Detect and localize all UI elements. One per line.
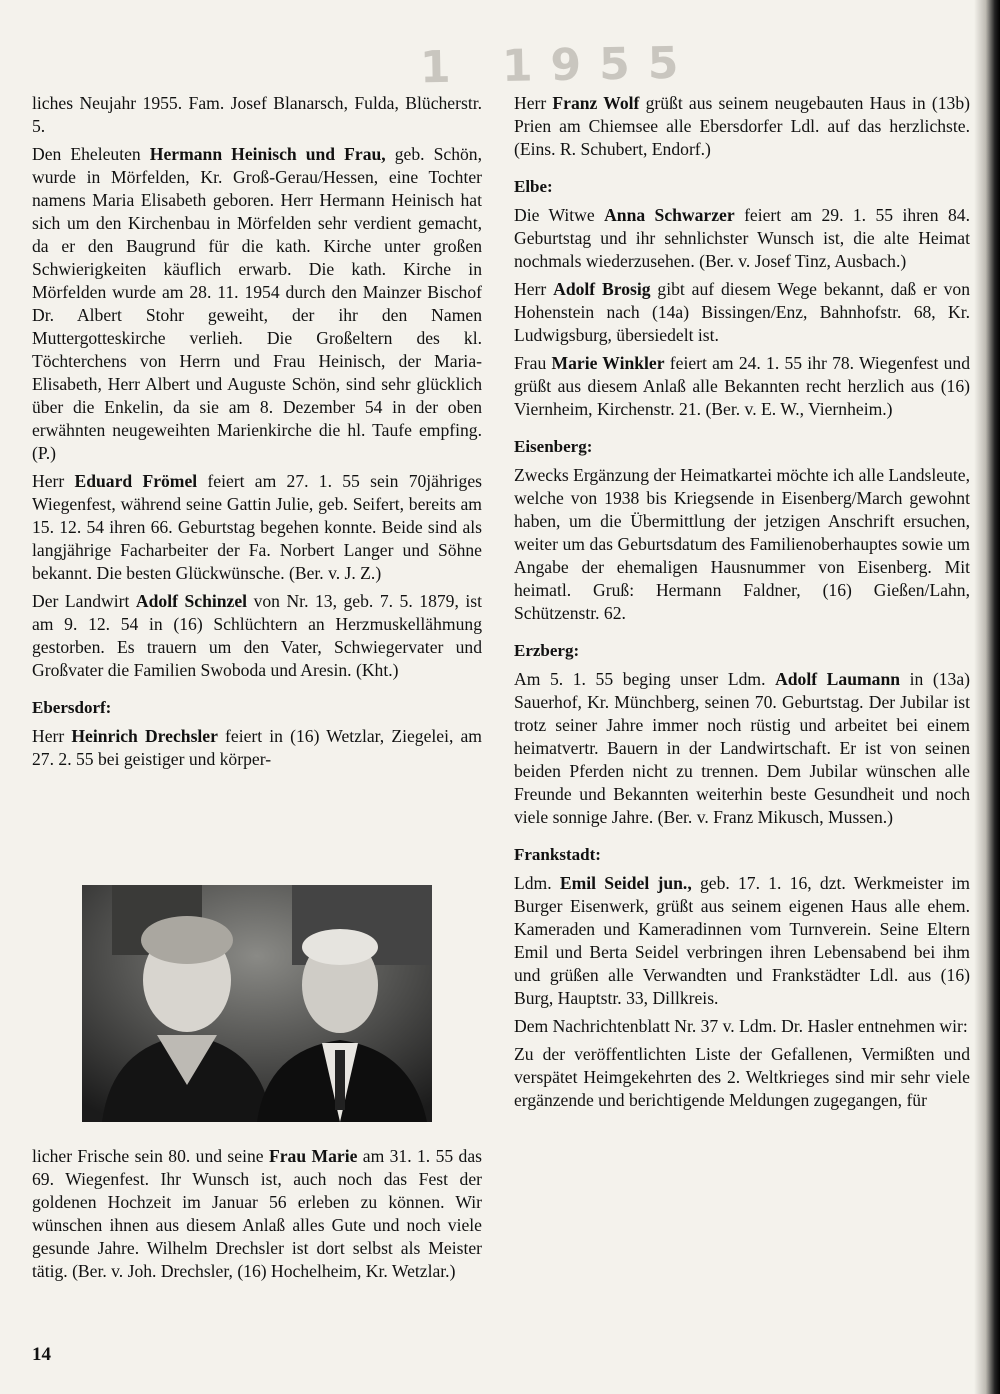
name-brosig: Adolf Brosig [553,279,651,299]
left-column [32,92,482,776]
paragraph-brosig: Herr Adolf Brosig gibt auf diesem Wege bekannt, daß er von Hohenstein nach (14a) Bissingen/Enz, Bahnhofstr. 68, Kr. Ludwigsburg, übersiedelt ist. [514,279,970,345]
name-seidel: Emil Seidel jun., [559,873,692,893]
faded-date-stamp: 1 1955 [419,37,697,94]
paragraph-laumann: Am 5. 1. 55 beging unser Ldm. Adolf Laumann in (13a) Sauerhof, Kr. Münchberg, seinen 70. Geburtstag. Der Jubilar ist trotz seiner Jahre immer noch rüstig und arbeitet bei einem heimatvertr. Bauern in der Landwirtschaft. Er ist von seinen beiden Pferden nicht zu trennen. Dem Jubilar wünschen alle Freunde und Bekannten weiterhin beste Gesundheit und noch viele sonnige Jahre. (Ber. v. Franz Mikusch, Mussen.) [514,669,970,827]
page-number: 14 [32,1344,51,1365]
paragraph-drechsler: Herr Heinrich Drechsler feiert in (16) Wetzlar, Ziegelei, am 27. 2. 55 bei geistiger und körper- [32,726,482,769]
heading-ebersdorf: Ebersdorf: [32,698,112,717]
name-laumann: Adolf Laumann [775,669,901,689]
paragraph-drechsler-continued: licher Frische sein 80. und seine Frau Marie am 31. 1. 55 das 69. Wiegenfest. Ihr Wunsch ist, auch noch das Fest der goldenen Hochzeit im Januar 56 erleben zu können. Wir wünschen ihnen aus diesem Anlaß alles Gute und noch viele gesunde Jahre. Wilhelm Drechsler ist dort selbst als Meister tätig. (Ber. v. Joh. Drechsler, (16) Hochelheim, Kr. Wetzlar.) [32,1146,482,1281]
name-froemel: Eduard Frömel [74,471,198,491]
paragraph-hasler: Dem Nachrichtenblatt Nr. 37 v. Ldm. Dr. Hasler entnehmen wir: [514,1016,968,1036]
name-wolf: Franz Wolf [552,93,640,113]
left-column-continued [32,1145,482,1288]
paragraph-blanarsch: liches Neujahr 1955. Fam. Josef Blanarsch, Fulda, Blücherstr. 5. [32,93,482,136]
paragraph-schinzel: Der Landwirt Adolf Schinzel von Nr. 13, geb. 7. 5. 1879, ist am 9. 12. 54 in (16) Schlüchtern an Herzmuskellähmung gestorben. Es trauern um den Vater, Schwiegervater und Großvater die Familien Swoboda und Aresin. (Kht.) [32,591,482,680]
name-heinisch: Hermann Heinisch und Frau, [149,144,386,164]
paragraph-winkler: Frau Marie Winkler feiert am 24. 1. 55 ihr 78. Wiegenfest und grüßt aus diesem Anlaß alle Bekannten recht herzlich aus (16) Viernheim, Kirchenstr. 21. (Ber. v. E. W., Viernheim.) [514,353,970,419]
photo-elderly-couple [82,885,432,1122]
paragraph-heinisch: Den Eheleuten Hermann Heinisch und Frau, geb. Schön, wurde in Mörfelden, Kr. Groß-Gerau/Hessen, eine Tochter namens Maria Elisabeth geboren. Herr Hermann Heinisch hat sich um den Kirchenbau in Mörfelden sehr verdient gemacht, da er den Baugrund für die kath. Kirche unter großen Schwierigkeiten käuflich erwarb. Die kath. Kirche in Mörfelden wurde am 28. 11. 1954 durch den Mainzer Bischof Dr. Albert Stohr geweiht, der ihr den Namen Muttergotteskirche verlieh. Die Großeltern des kl. Töchterchens von Herrn und Frau Heinisch, der Maria-Elisabeth, Herr Albert und Auguste Schön, sind sehr glücklich über die Enkelin, da sie am 8. Dezember 54 in der oben erwähnten neugeweihten Marienkirche die hl. Taufe empfing. (P.) [32,144,482,463]
heading-elbe: Elbe: [514,177,553,196]
name-schwarzer: Anna Schwarzer [604,205,735,225]
paragraph-froemel: Herr Eduard Frömel feiert am 27. 1. 55 sein 70jähriges Wiegenfest, während seine Gattin Julie, geb. Seifert, bereits am 15. 12. 54 ihren 66. Geburtstag begehen konnte. Beide sind als langjährige Facharbeiter der Fa. Norbert Langer und Söhne bekannt. Die besten Glückwünsche. (Ber. v. J. Z.) [32,471,482,583]
right-column [514,92,970,1117]
paragraph-seidel: Ldm. Emil Seidel jun., geb. 17. 1. 16, dzt. Werkmeister im Burger Eisenwerk, grüßt aus seinem eigenen Haus alle ehem. Kameraden und Kameradinnen vom Turnverein. Seine Eltern Emil und Berta Seidel verbringen ihren Lebensabend bei ihm und grüßen alle Verwandten und Frankstädter Ldl. aus (16) Burg, Hauptstr. 33, Dillkreis. [514,873,970,1008]
paragraph-faldner: Zwecks Ergänzung der Heimatkartei möchte ich alle Landsleute, welche von 1938 bis Kriegsende in Eisenberg/March gewohnt haben, um die Übermittlung der jetzigen Anschrift ersuchen, weiter um das Geburtsdatum des Familienoberhauptes sowie um Angabe der ehemaligen Hausnummer von Eisenberg. Mit heimatl. Gruß: Hermann Faldner, (16) Gießen/Lahn, Schützenstr. 62. [514,465,970,623]
heading-eisenberg: Eisenberg: [514,437,593,456]
page-binding-shadow [974,0,1000,1394]
heading-erzberg: Erzberg: [514,641,580,660]
paragraph-schwarzer: Die Witwe Anna Schwarzer feiert am 29. 1. 55 ihren 84. Geburtstag und ihr sehnlichster Wunsch ist, die alte Heimat nochmals wiederzusehen. (Ber. v. Josef Tinz, Ausbach.) [514,205,970,271]
photo-image [82,885,432,1122]
paragraph-gefallene: Zu der veröffentlichten Liste der Gefallenen, Vermißten und verspätet Heimgekehrten des 2. Weltkrieges sind mir sehr viele ergänzende und berichtigende Meldungen zugegangen, für [514,1044,970,1110]
paragraph-wolf: Herr Franz Wolf grüßt aus seinem neugebauten Haus in (13b) Prien am Chiemsee alle Ebersdorfer Ldl. auf das herzlichste. (Eins. R. Schubert, Endorf.) [514,93,970,159]
name-schinzel: Adolf Schinzel [135,591,248,611]
name-frau-marie: Frau Marie [268,1146,358,1166]
name-winkler: Marie Winkler [551,353,665,373]
name-drechsler: Heinrich Drechsler [71,726,218,746]
heading-frankstadt: Frankstadt: [514,845,601,864]
